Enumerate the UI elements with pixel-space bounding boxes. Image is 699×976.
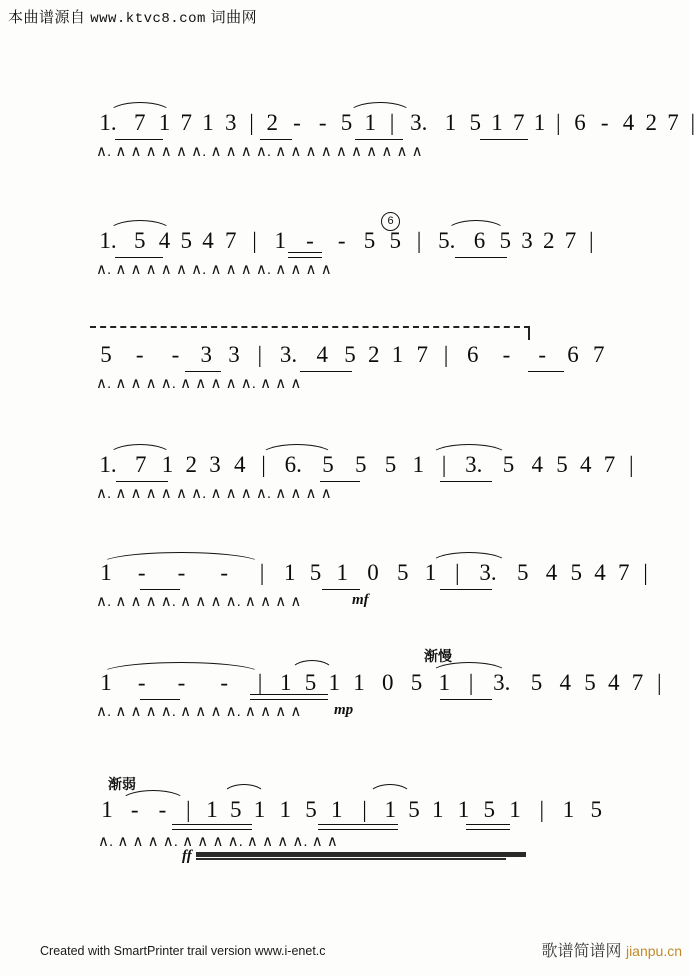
bowing-row-1: ∧. ∧ ∧ ∧ ∧ ∧ ∧. ∧ ∧ ∧ ∧. ∧ ∧ ∧ ∧ ∧ ∧ ∧ ∧ ∧ ∧ (96, 143, 423, 160)
slur (368, 784, 412, 796)
score-system-7 (0, 762, 690, 872)
notes-row-1: 1. 7 1 7 1 3 | 2 - - 5 1 | 3. 1 5 1 7 1 | 6 - 4 2 7 | (99, 110, 696, 135)
beam (355, 139, 403, 140)
beam (172, 824, 252, 825)
score-system-2 (0, 210, 690, 300)
bowing-row-2: ∧. ∧ ∧ ∧ ∧ ∧ ∧. ∧ ∧ ∧ ∧. ∧ ∧ ∧ ∧ (96, 261, 332, 278)
beam (528, 371, 564, 372)
beam (318, 824, 398, 825)
source-prefix: 本曲谱源自 (8, 9, 86, 26)
beam (288, 252, 322, 253)
rehearsal-marker-6: 6 (381, 212, 400, 231)
dynamic-ff: ff (182, 848, 192, 864)
source-url: www.ktvc8.com (90, 11, 206, 27)
beam (320, 481, 360, 482)
dynamic-mf: mf (352, 592, 369, 608)
slur (222, 784, 266, 796)
notes-row-6: 1 - - - | 1 5 1 1 0 5 1 | 3. 5 4 5 4 7 | (100, 670, 662, 695)
notes-row-2: 1. 5 4 5 4 7 | 1 - - 5 5 | 5. 6 5 3 2 7 | (99, 228, 594, 253)
notes-row-7: 1 - - | 1 5 1 1 5 1 | 1 5 1 1 5 1 | 1 5 (101, 797, 602, 822)
score-system-1 (0, 92, 696, 182)
site-watermark (541, 938, 682, 961)
notes-row-5: 1 - - - | 1 5 1 0 5 1 | 3. 5 4 5 4 7 | (100, 560, 648, 585)
beam (288, 257, 322, 258)
site-watermark-en: jianpu.cn (625, 943, 682, 959)
score-system-5 (0, 540, 690, 630)
bowing-row-5: ∧. ∧ ∧ ∧ ∧. ∧ ∧ ∧ ∧. ∧ ∧ ∧ ∧ (96, 593, 302, 610)
bowing-row-6: ∧. ∧ ∧ ∧ ∧. ∧ ∧ ∧ ∧. ∧ ∧ ∧ ∧ (96, 703, 302, 720)
beam (115, 139, 163, 140)
bowing-row-4: ∧. ∧ ∧ ∧ ∧ ∧ ∧. ∧ ∧ ∧ ∧. ∧ ∧ ∧ ∧ (96, 485, 332, 502)
beam (116, 481, 168, 482)
notes-row-4: 1. 7 1 2 3 4 | 6. 5 5 5 1 | 3. 5 4 5 4 7 | (99, 452, 634, 477)
beam (440, 699, 492, 700)
beam (318, 829, 398, 830)
beam (466, 829, 510, 830)
score-system-3 (0, 320, 690, 410)
beam (250, 694, 328, 695)
beam (455, 257, 507, 258)
score-system-6 (0, 650, 690, 740)
decrescendo-bar-tail (196, 858, 506, 860)
beam (172, 829, 252, 830)
beam (440, 589, 492, 590)
decrescendo-bar (196, 852, 526, 857)
beam (250, 699, 328, 700)
source-watermark (8, 6, 257, 27)
dashed-bracket (90, 326, 530, 328)
score-system-4 (0, 432, 690, 522)
beam (185, 371, 221, 372)
beam (115, 257, 163, 258)
bowing-row-3: ∧. ∧ ∧ ∧ ∧. ∧ ∧ ∧ ∧ ∧. ∧ ∧ ∧ (96, 375, 302, 392)
beam (300, 371, 352, 372)
dynamic-mp: mp (334, 702, 354, 718)
tempo-softer-label: 渐弱 (108, 776, 136, 792)
notes-row-3: 5 - - 3 3 | 3. 4 5 2 1 7 | 6 - - 6 7 (100, 342, 605, 367)
source-suffix: 词曲网 (210, 9, 258, 26)
tempo-slower-label: 渐慢 (424, 648, 452, 664)
beam (260, 139, 292, 140)
beam (440, 481, 492, 482)
site-watermark-cn: 歌谱简谱网 (541, 943, 622, 960)
beam (140, 589, 180, 590)
bowing-row-7: ∧. ∧ ∧ ∧ ∧. ∧ ∧ ∧ ∧. ∧ ∧ ∧ ∧. ∧ ∧ (98, 833, 338, 850)
printer-trail-note: Created with SmartPrinter trail version www.i-enet.c (40, 944, 326, 958)
beam (466, 824, 510, 825)
beam (140, 699, 180, 700)
beam (322, 589, 360, 590)
beam (480, 139, 528, 140)
